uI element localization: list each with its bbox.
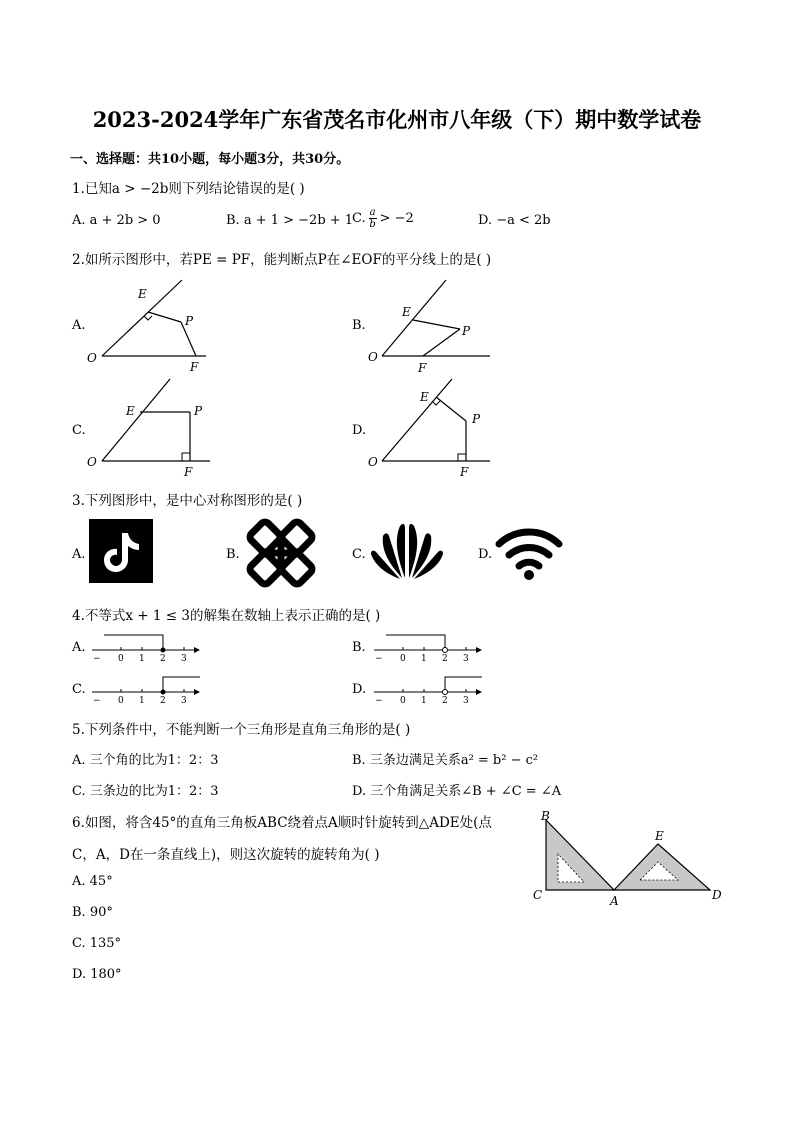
q4-numberline-d <box>372 674 484 706</box>
page-title: 2023-2024学年广东省茂名市化州市八年级（下）期中数学试卷 <box>92 107 702 132</box>
q1-fraction-numerator: a <box>369 207 376 218</box>
q6-stem-line2: C，A，D在一条直线上)，则这次旋转的旋转角为( ) <box>72 847 380 863</box>
q6-rotation-figure <box>528 806 728 910</box>
q4b-tick-minus: − <box>375 654 383 664</box>
q4d-tick-1: 1 <box>421 696 427 706</box>
q2b-point-e: E <box>402 305 411 319</box>
q6-point-a: A <box>610 894 619 908</box>
q3-label-c: C. <box>352 547 366 562</box>
q2c-point-o: O <box>87 455 97 469</box>
q6-option-c: C. 135° <box>72 936 122 951</box>
q2-label-a: A. <box>72 318 86 333</box>
q5-option-d: D. 三个角满足关系∠B + ∠C = ∠A <box>352 784 562 799</box>
q6-point-e: E <box>655 829 664 843</box>
q3-label-a: A. <box>72 547 86 562</box>
q4-numberline-a <box>90 632 202 664</box>
q1-stem: 1.已知a > −2b则下列结论错误的是( ) <box>72 181 305 197</box>
q2-label-b: B. <box>352 318 366 333</box>
q4-label-b: B. <box>352 640 366 655</box>
q2c-point-p: P <box>194 404 203 418</box>
bank-knot-logo-icon <box>243 515 319 591</box>
q4a-tick-3: 3 <box>181 654 187 664</box>
q6-option-b: B. 90° <box>72 905 113 920</box>
q4d-tick-minus: − <box>375 696 383 706</box>
q4c-tick-minus: − <box>93 696 101 706</box>
q3-label-b: B. <box>226 547 240 562</box>
q4d-tick-0: 0 <box>400 696 406 706</box>
q1-option-c-suffix: > −2 <box>379 211 414 226</box>
q2-figure-c <box>84 377 214 479</box>
q1-fraction-denominator: b <box>369 219 376 230</box>
q4a-tick-2: 2 <box>160 654 166 664</box>
q2-figure-a <box>84 278 214 373</box>
q1-option-c <box>352 207 414 230</box>
q4d-tick-3: 3 <box>463 696 469 706</box>
q3-stem: 3.下列图形中，是中心对称图形的是( ) <box>72 493 303 509</box>
q2d-point-p: P <box>472 412 481 426</box>
q4-numberline-b <box>372 632 484 664</box>
q2c-point-e: E <box>126 404 135 418</box>
q2a-point-o: O <box>87 351 97 365</box>
q6-option-d: D. 180° <box>72 967 122 982</box>
q4-label-a: A. <box>72 640 86 655</box>
q5-option-a: A. 三个角的比为1：2：3 <box>72 753 219 768</box>
q4c-tick-1: 1 <box>139 696 145 706</box>
q2-stem: 2.如所示图形中，若PE = PF，能判断点P在∠EOF的平分线上的是( ) <box>72 252 492 268</box>
q2d-point-e: E <box>420 390 429 404</box>
huawei-logo-icon <box>369 522 445 580</box>
q4-label-c: C. <box>72 682 86 697</box>
q2b-point-p: P <box>462 324 471 338</box>
section-heading: 一、选择题：共10小题，每小题3分，共30分。 <box>70 152 350 167</box>
q5-option-b: B. 三条边满足关系a² = b² − c² <box>352 753 539 768</box>
q4b-tick-3: 3 <box>463 654 469 664</box>
q4a-tick-1: 1 <box>139 654 145 664</box>
wifi-icon <box>494 524 564 582</box>
q2-label-c: C. <box>72 423 86 438</box>
q2-figure-d <box>366 377 496 479</box>
q2a-point-e: E <box>138 287 147 301</box>
q6-point-c: C <box>533 888 543 902</box>
q4b-tick-2: 2 <box>442 654 448 664</box>
tiktok-logo-icon <box>89 519 155 585</box>
q4c-tick-3: 3 <box>181 696 187 706</box>
q4b-tick-0: 0 <box>400 654 406 664</box>
q1-option-c-prefix: C. <box>352 211 366 226</box>
q1-option-b: B. a + 1 > −2b + 1 <box>226 213 354 228</box>
q2-label-d: D. <box>352 423 367 438</box>
q2a-point-p: P <box>185 314 194 328</box>
q3-label-d: D. <box>478 547 493 562</box>
q6-stem-line1: 6.如图，将含45°的直角三角板ABC绕着点A顺时针旋转到△ADE处(点 <box>72 815 492 831</box>
q4-numberline-c <box>90 674 202 706</box>
q2-figure-b <box>366 278 496 373</box>
q4c-tick-0: 0 <box>118 696 124 706</box>
q4-stem: 4.不等式x + 1 ≤ 3的解集在数轴上表示正确的是( ) <box>72 608 381 624</box>
q1-option-a: A. a + 2b > 0 <box>72 213 161 228</box>
q2a-point-f: F <box>190 360 199 373</box>
q4-label-d: D. <box>352 682 367 697</box>
q2c-point-f: F <box>184 465 193 479</box>
q5-stem: 5.下列条件中，不能判断一个三角形是直角三角形的是( ) <box>72 722 411 738</box>
q4a-tick-0: 0 <box>118 654 124 664</box>
q2d-point-o: O <box>368 455 378 469</box>
q4b-tick-1: 1 <box>421 654 427 664</box>
q6-point-d: D <box>712 888 722 902</box>
q1-option-d: D. −a < 2b <box>478 213 551 228</box>
q2b-point-f: F <box>418 361 427 373</box>
q5-option-c: C. 三条边的比为1：2：3 <box>72 784 219 799</box>
q2b-point-o: O <box>368 350 378 364</box>
q4c-tick-2: 2 <box>160 696 166 706</box>
q6-point-b: B <box>541 809 550 823</box>
q6-option-a: A. 45° <box>72 874 113 889</box>
q1-option-c-fraction <box>369 207 377 230</box>
q4d-tick-2: 2 <box>442 696 448 706</box>
q4a-tick-minus: − <box>93 654 101 664</box>
q2d-point-f: F <box>460 465 469 479</box>
